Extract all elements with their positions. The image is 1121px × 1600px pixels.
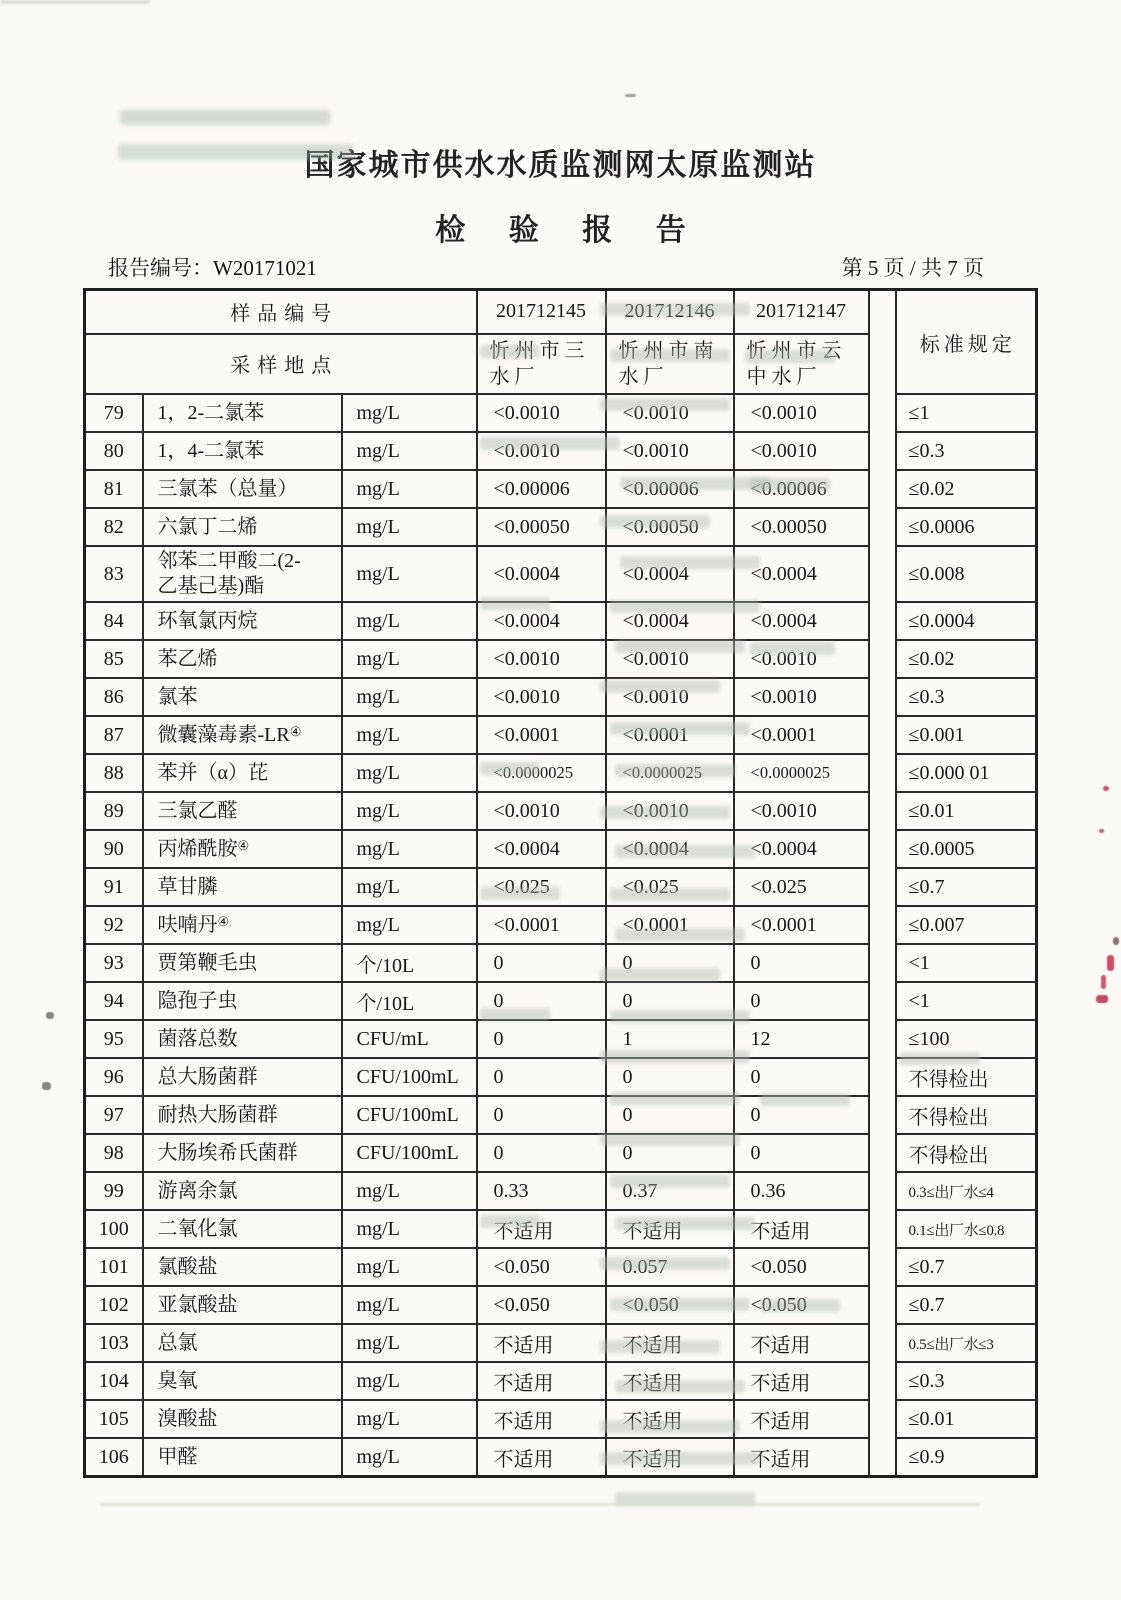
standard-value-cell: 不得检出 bbox=[896, 1096, 1037, 1134]
standard-value-cell: ≤0.000 01 bbox=[896, 754, 1037, 792]
header-row-sample-id bbox=[85, 290, 1037, 334]
unit-cell: mg/L bbox=[342, 792, 477, 830]
scan-artifact bbox=[46, 1012, 54, 1019]
sample-1-value-cell: <0.0010 bbox=[477, 792, 606, 830]
unit-cell: CFU/100mL bbox=[342, 1058, 477, 1096]
sample-3-value-cell: <0.050 bbox=[734, 1248, 869, 1286]
parameter-name-cell: 苯并（α）芘 bbox=[143, 754, 342, 792]
row-number-cell: 86 bbox=[85, 678, 143, 716]
report-number-value: W20171021 bbox=[213, 256, 317, 280]
sample-id-1-cell: 201712145 bbox=[477, 290, 606, 334]
standard-value-cell: ≤0.0006 bbox=[896, 508, 1037, 546]
unit-cell: mg/L bbox=[342, 716, 477, 754]
sample-2-value-cell: <0.0010 bbox=[606, 678, 734, 716]
sample-3-value-cell: 0 bbox=[734, 944, 869, 982]
sample-3-value-cell: <0.0001 bbox=[734, 716, 869, 754]
report-meta-row bbox=[108, 252, 984, 282]
standard-value-cell: ≤100 bbox=[896, 1020, 1037, 1058]
sample-1-value-cell: <0.0001 bbox=[477, 716, 606, 754]
row-number-cell: 105 bbox=[85, 1400, 143, 1438]
unit-cell: mg/L bbox=[342, 640, 477, 678]
standard-value-cell: ≤1 bbox=[896, 394, 1037, 432]
sample-3-value-cell: <0.0010 bbox=[734, 432, 869, 470]
unit-cell: mg/L bbox=[342, 1172, 477, 1210]
sample-3-value-cell: 不适用 bbox=[734, 1324, 869, 1362]
unit-cell: 个/10L bbox=[342, 944, 477, 982]
sample-1-value-cell: <0.0004 bbox=[477, 602, 606, 640]
scan-artifact bbox=[120, 110, 330, 125]
sample-1-value-cell: <0.0004 bbox=[477, 546, 606, 602]
sample-2-value-cell: 0.057 bbox=[606, 1248, 734, 1286]
parameter-name-cell: 耐热大肠菌群 bbox=[143, 1096, 342, 1134]
standard-value-cell: ≤0.7 bbox=[896, 1286, 1037, 1324]
unit-cell: mg/L bbox=[342, 1248, 477, 1286]
sample-3-value-cell: 0 bbox=[734, 1058, 869, 1096]
sample-1-value-cell: <0.0001 bbox=[477, 906, 606, 944]
row-number-cell: 89 bbox=[85, 792, 143, 830]
sample-3-value-cell: <0.00006 bbox=[734, 470, 869, 508]
row-number-cell: 80 bbox=[85, 432, 143, 470]
sample-2-value-cell: <0.025 bbox=[606, 868, 734, 906]
parameter-name-cell: 氯苯 bbox=[143, 678, 342, 716]
parameter-name-cell: 1，2-二氯苯 bbox=[143, 394, 342, 432]
report-title: 检 验 报 告 bbox=[435, 214, 704, 247]
sample-1-value-cell: <0.0010 bbox=[477, 678, 606, 716]
sample-2-value-cell: 不适用 bbox=[606, 1400, 734, 1438]
row-number-cell: 90 bbox=[85, 830, 143, 868]
sample-1-value-cell: <0.050 bbox=[477, 1248, 606, 1286]
parameter-name-cell: 环氧氯丙烷 bbox=[143, 602, 342, 640]
sampling-location-label-cell: 采样地点 bbox=[85, 334, 477, 395]
sample-1-value-cell: 不适用 bbox=[477, 1400, 606, 1438]
sample-1-value-cell: 0 bbox=[477, 1058, 606, 1096]
row-number-cell: 83 bbox=[85, 546, 143, 602]
row-number-cell: 106 bbox=[85, 1438, 143, 1476]
standard-value-cell: ≤0.01 bbox=[896, 792, 1037, 830]
sample-2-value-cell: <0.0001 bbox=[606, 716, 734, 754]
sample-2-value-cell: 0 bbox=[606, 982, 734, 1020]
sample-2-value-cell: 1 bbox=[606, 1020, 734, 1058]
sample-3-value-cell: 0.36 bbox=[734, 1172, 869, 1210]
sample-3-value-cell: <0.0010 bbox=[734, 678, 869, 716]
scan-artifact bbox=[1101, 975, 1106, 989]
report-number bbox=[108, 252, 317, 282]
sample-2-value-cell: <0.0010 bbox=[606, 640, 734, 678]
sample-2-value-cell: 不适用 bbox=[606, 1324, 734, 1362]
sample-1-value-cell: <0.00006 bbox=[477, 470, 606, 508]
unit-cell: mg/L bbox=[342, 1438, 477, 1476]
table-gap-column bbox=[869, 290, 896, 1477]
parameter-name-cell: 氯酸盐 bbox=[143, 1248, 342, 1286]
sample-2-value-cell: 0 bbox=[606, 1134, 734, 1172]
unit-cell: mg/L bbox=[342, 470, 477, 508]
unit-cell: mg/L bbox=[342, 1400, 477, 1438]
unit-cell: mg/L bbox=[342, 830, 477, 868]
sample-2-value-cell: 0 bbox=[606, 1096, 734, 1134]
unit-cell: mg/L bbox=[342, 906, 477, 944]
scan-artifact bbox=[42, 1082, 51, 1090]
sample-3-value-cell: 12 bbox=[734, 1020, 869, 1058]
standard-value-cell: 0.1≤出厂水≤0.8 bbox=[896, 1210, 1037, 1248]
standard-value-cell: ≤0.3 bbox=[896, 1362, 1037, 1400]
row-number-cell: 82 bbox=[85, 508, 143, 546]
row-number-cell: 94 bbox=[85, 982, 143, 1020]
unit-cell: mg/L bbox=[342, 602, 477, 640]
unit-cell: mg/L bbox=[342, 508, 477, 546]
sample-3-value-cell: 0 bbox=[734, 982, 869, 1020]
parameter-name-cell: 二氧化氯 bbox=[143, 1210, 342, 1248]
parameter-name-cell: 菌落总数 bbox=[143, 1020, 342, 1058]
unit-cell: mg/L bbox=[342, 394, 477, 432]
parameter-name-cell: 六氯丁二烯 bbox=[143, 508, 342, 546]
parameter-name-cell: 丙烯酰胺④ bbox=[143, 830, 342, 868]
scan-artifact bbox=[100, 1503, 980, 1506]
sample-3-value-cell: <0.0010 bbox=[734, 792, 869, 830]
standard-value-cell: ≤0.001 bbox=[896, 716, 1037, 754]
location-3-cell: 忻州市云中水厂 bbox=[734, 334, 869, 395]
location-1-cell: 忻州市三水厂 bbox=[477, 334, 606, 395]
sample-1-value-cell: <0.050 bbox=[477, 1286, 606, 1324]
sample-id-3-cell: 201712147 bbox=[734, 290, 869, 334]
unit-cell: mg/L bbox=[342, 754, 477, 792]
row-number-cell: 102 bbox=[85, 1286, 143, 1324]
scan-artifact bbox=[1107, 955, 1114, 971]
unit-cell: mg/L bbox=[342, 678, 477, 716]
sample-1-value-cell: 不适用 bbox=[477, 1438, 606, 1476]
sample-1-value-cell: <0.0010 bbox=[477, 432, 606, 470]
sample-3-value-cell: <0.0010 bbox=[734, 394, 869, 432]
report-table bbox=[83, 288, 1038, 1478]
parameter-name-cell: 溴酸盐 bbox=[143, 1400, 342, 1438]
standard-value-cell: ≤0.3 bbox=[896, 678, 1037, 716]
sample-2-value-cell: 0 bbox=[606, 1058, 734, 1096]
standard-value-cell: ≤0.3 bbox=[896, 432, 1037, 470]
sample-3-value-cell: <0.0000025 bbox=[734, 754, 869, 792]
parameter-name-cell: 草甘膦 bbox=[143, 868, 342, 906]
parameter-name-cell: 游离余氯 bbox=[143, 1172, 342, 1210]
sample-3-value-cell: 0 bbox=[734, 1134, 869, 1172]
sample-1-value-cell: 0 bbox=[477, 982, 606, 1020]
standard-value-cell: 不得检出 bbox=[896, 1134, 1037, 1172]
unit-cell: mg/L bbox=[342, 432, 477, 470]
standard-value-cell: ≤0.9 bbox=[896, 1438, 1037, 1476]
sample-2-value-cell: 不适用 bbox=[606, 1362, 734, 1400]
standard-value-cell: ≤0.007 bbox=[896, 906, 1037, 944]
sample-1-value-cell: 不适用 bbox=[477, 1324, 606, 1362]
sample-1-value-cell: 0 bbox=[477, 944, 606, 982]
sample-1-value-cell: 0 bbox=[477, 1020, 606, 1058]
sample-2-value-cell: <0.0010 bbox=[606, 432, 734, 470]
row-number-cell: 104 bbox=[85, 1362, 143, 1400]
standard-value-cell: 0.3≤出厂水≤4 bbox=[896, 1172, 1037, 1210]
unit-cell: mg/L bbox=[342, 1324, 477, 1362]
unit-cell: mg/L bbox=[342, 868, 477, 906]
parameter-name-cell: 贾第鞭毛虫 bbox=[143, 944, 342, 982]
parameter-name-cell: 臭氧 bbox=[143, 1362, 342, 1400]
standard-value-cell: ≤0.7 bbox=[896, 1248, 1037, 1286]
sample-2-value-cell: <0.0004 bbox=[606, 602, 734, 640]
sample-1-value-cell: <0.0010 bbox=[477, 640, 606, 678]
sample-1-value-cell: <0.00050 bbox=[477, 508, 606, 546]
scan-artifact bbox=[1099, 829, 1104, 833]
sample-2-value-cell: <0.00050 bbox=[606, 508, 734, 546]
scan-artifact bbox=[1113, 937, 1119, 945]
standard-value-cell: <1 bbox=[896, 944, 1037, 982]
sample-2-value-cell: 不适用 bbox=[606, 1438, 734, 1476]
footnote-4-marker: ④ bbox=[289, 723, 302, 739]
sample-id-label-cell: 样品编号 bbox=[85, 290, 477, 334]
standard-value-cell: 0.5≤出厂水≤3 bbox=[896, 1324, 1037, 1362]
parameter-name-cell: 微囊藻毒素-LR④ bbox=[143, 716, 342, 754]
standard-label-cell: 标准规定 bbox=[896, 290, 1037, 395]
standard-value-cell: 不得检出 bbox=[896, 1058, 1037, 1096]
row-number-cell: 87 bbox=[85, 716, 143, 754]
parameter-name-cell: 亚氯酸盐 bbox=[143, 1286, 342, 1324]
unit-cell: CFU/mL bbox=[342, 1020, 477, 1058]
sample-2-value-cell: <0.0000025 bbox=[606, 754, 734, 792]
sample-3-value-cell: <0.0001 bbox=[734, 906, 869, 944]
row-number-cell: 96 bbox=[85, 1058, 143, 1096]
sample-1-value-cell: 0.33 bbox=[477, 1172, 606, 1210]
sample-3-value-cell: 0 bbox=[734, 1096, 869, 1134]
sample-3-value-cell: 不适用 bbox=[734, 1438, 869, 1476]
sample-2-value-cell: <0.0004 bbox=[606, 546, 734, 602]
row-number-cell: 99 bbox=[85, 1172, 143, 1210]
page-indicator: 第 5 页 / 共 7 页 bbox=[841, 256, 984, 280]
sample-3-value-cell: 不适用 bbox=[734, 1400, 869, 1438]
parameter-name-cell: 甲醛 bbox=[143, 1438, 342, 1476]
unit-cell: mg/L bbox=[342, 1210, 477, 1248]
sample-3-value-cell: 不适用 bbox=[734, 1362, 869, 1400]
scan-artifact bbox=[0, 0, 150, 4]
sample-3-value-cell: <0.0004 bbox=[734, 830, 869, 868]
sample-1-value-cell: 0 bbox=[477, 1134, 606, 1172]
parameter-name-cell: 隐孢子虫 bbox=[143, 982, 342, 1020]
unit-cell: mg/L bbox=[342, 1286, 477, 1324]
row-number-cell: 97 bbox=[85, 1096, 143, 1134]
sample-2-value-cell: <0.0010 bbox=[606, 792, 734, 830]
footnote-4-marker: ④ bbox=[217, 913, 230, 929]
report-number-label: 报告编号： bbox=[108, 256, 213, 280]
unit-cell: 个/10L bbox=[342, 982, 477, 1020]
sample-id-2-cell: 201712146 bbox=[606, 290, 734, 334]
standard-value-cell: ≤0.01 bbox=[896, 1400, 1037, 1438]
scan-artifact bbox=[1103, 786, 1109, 791]
sample-2-value-cell: <0.0004 bbox=[606, 830, 734, 868]
standard-value-cell: ≤0.0005 bbox=[896, 830, 1037, 868]
row-number-cell: 92 bbox=[85, 906, 143, 944]
sample-3-value-cell: <0.0004 bbox=[734, 546, 869, 602]
parameter-name-cell: 总大肠菌群 bbox=[143, 1058, 342, 1096]
standard-value-cell: ≤0.02 bbox=[896, 640, 1037, 678]
page-title: 国家城市供水水质监测网太原监测站 bbox=[304, 149, 817, 182]
parameter-name-cell: 三氯乙醛 bbox=[143, 792, 342, 830]
sample-3-value-cell: <0.050 bbox=[734, 1286, 869, 1324]
row-number-cell: 84 bbox=[85, 602, 143, 640]
row-number-cell: 93 bbox=[85, 944, 143, 982]
sample-1-value-cell: 不适用 bbox=[477, 1210, 606, 1248]
row-number-cell: 98 bbox=[85, 1134, 143, 1172]
unit-cell: CFU/100mL bbox=[342, 1096, 477, 1134]
sample-3-value-cell: <0.00050 bbox=[734, 508, 869, 546]
scan-artifact bbox=[625, 94, 636, 97]
row-number-cell: 91 bbox=[85, 868, 143, 906]
standard-value-cell: <1 bbox=[896, 982, 1037, 1020]
unit-cell: mg/L bbox=[342, 546, 477, 602]
row-number-cell: 100 bbox=[85, 1210, 143, 1248]
row-number-cell: 95 bbox=[85, 1020, 143, 1058]
standard-value-cell: ≤0.02 bbox=[896, 470, 1037, 508]
sample-2-value-cell: <0.050 bbox=[606, 1286, 734, 1324]
row-number-cell: 88 bbox=[85, 754, 143, 792]
location-2-cell: 忻州市南水厂 bbox=[606, 334, 734, 395]
unit-cell: mg/L bbox=[342, 1362, 477, 1400]
scan-artifact bbox=[1096, 995, 1108, 1003]
sample-2-value-cell: <0.0001 bbox=[606, 906, 734, 944]
row-number-cell: 85 bbox=[85, 640, 143, 678]
parameter-name-cell: 苯乙烯 bbox=[143, 640, 342, 678]
sample-3-value-cell: <0.025 bbox=[734, 868, 869, 906]
row-number-cell: 103 bbox=[85, 1324, 143, 1362]
sample-2-value-cell: <0.0010 bbox=[606, 394, 734, 432]
parameter-name-cell: 三氯苯（总量） bbox=[143, 470, 342, 508]
parameter-name-cell: 大肠埃希氏菌群 bbox=[143, 1134, 342, 1172]
sample-2-value-cell: 不适用 bbox=[606, 1210, 734, 1248]
sample-1-value-cell: <0.025 bbox=[477, 868, 606, 906]
report-table-wrapper bbox=[83, 288, 1038, 1478]
row-number-cell: 79 bbox=[85, 394, 143, 432]
sample-3-value-cell: <0.0004 bbox=[734, 602, 869, 640]
scan-artifact bbox=[615, 1492, 755, 1505]
footnote-4-marker: ④ bbox=[237, 837, 250, 853]
parameter-name-cell: 总氯 bbox=[143, 1324, 342, 1362]
parameter-name-cell: 1，4-二氯苯 bbox=[143, 432, 342, 470]
row-number-cell: 101 bbox=[85, 1248, 143, 1286]
row-number-cell: 81 bbox=[85, 470, 143, 508]
standard-value-cell: ≤0.0004 bbox=[896, 602, 1037, 640]
parameter-name-cell: 邻苯二甲酸二(2-乙基己基)酯 bbox=[143, 546, 342, 602]
sample-1-value-cell: <0.0004 bbox=[477, 830, 606, 868]
sample-3-value-cell: 不适用 bbox=[734, 1210, 869, 1248]
sample-1-value-cell: 不适用 bbox=[477, 1362, 606, 1400]
unit-cell: CFU/100mL bbox=[342, 1134, 477, 1172]
sample-3-value-cell: <0.0010 bbox=[734, 640, 869, 678]
sample-1-value-cell: <0.0010 bbox=[477, 394, 606, 432]
sample-1-value-cell: 0 bbox=[477, 1096, 606, 1134]
sample-2-value-cell: 0.37 bbox=[606, 1172, 734, 1210]
sample-2-value-cell: <0.00006 bbox=[606, 470, 734, 508]
sample-2-value-cell: 0 bbox=[606, 944, 734, 982]
standard-value-cell: ≤0.008 bbox=[896, 546, 1037, 602]
sample-1-value-cell: <0.0000025 bbox=[477, 754, 606, 792]
standard-value-cell: ≤0.7 bbox=[896, 868, 1037, 906]
parameter-name-cell: 呋喃丹④ bbox=[143, 906, 342, 944]
